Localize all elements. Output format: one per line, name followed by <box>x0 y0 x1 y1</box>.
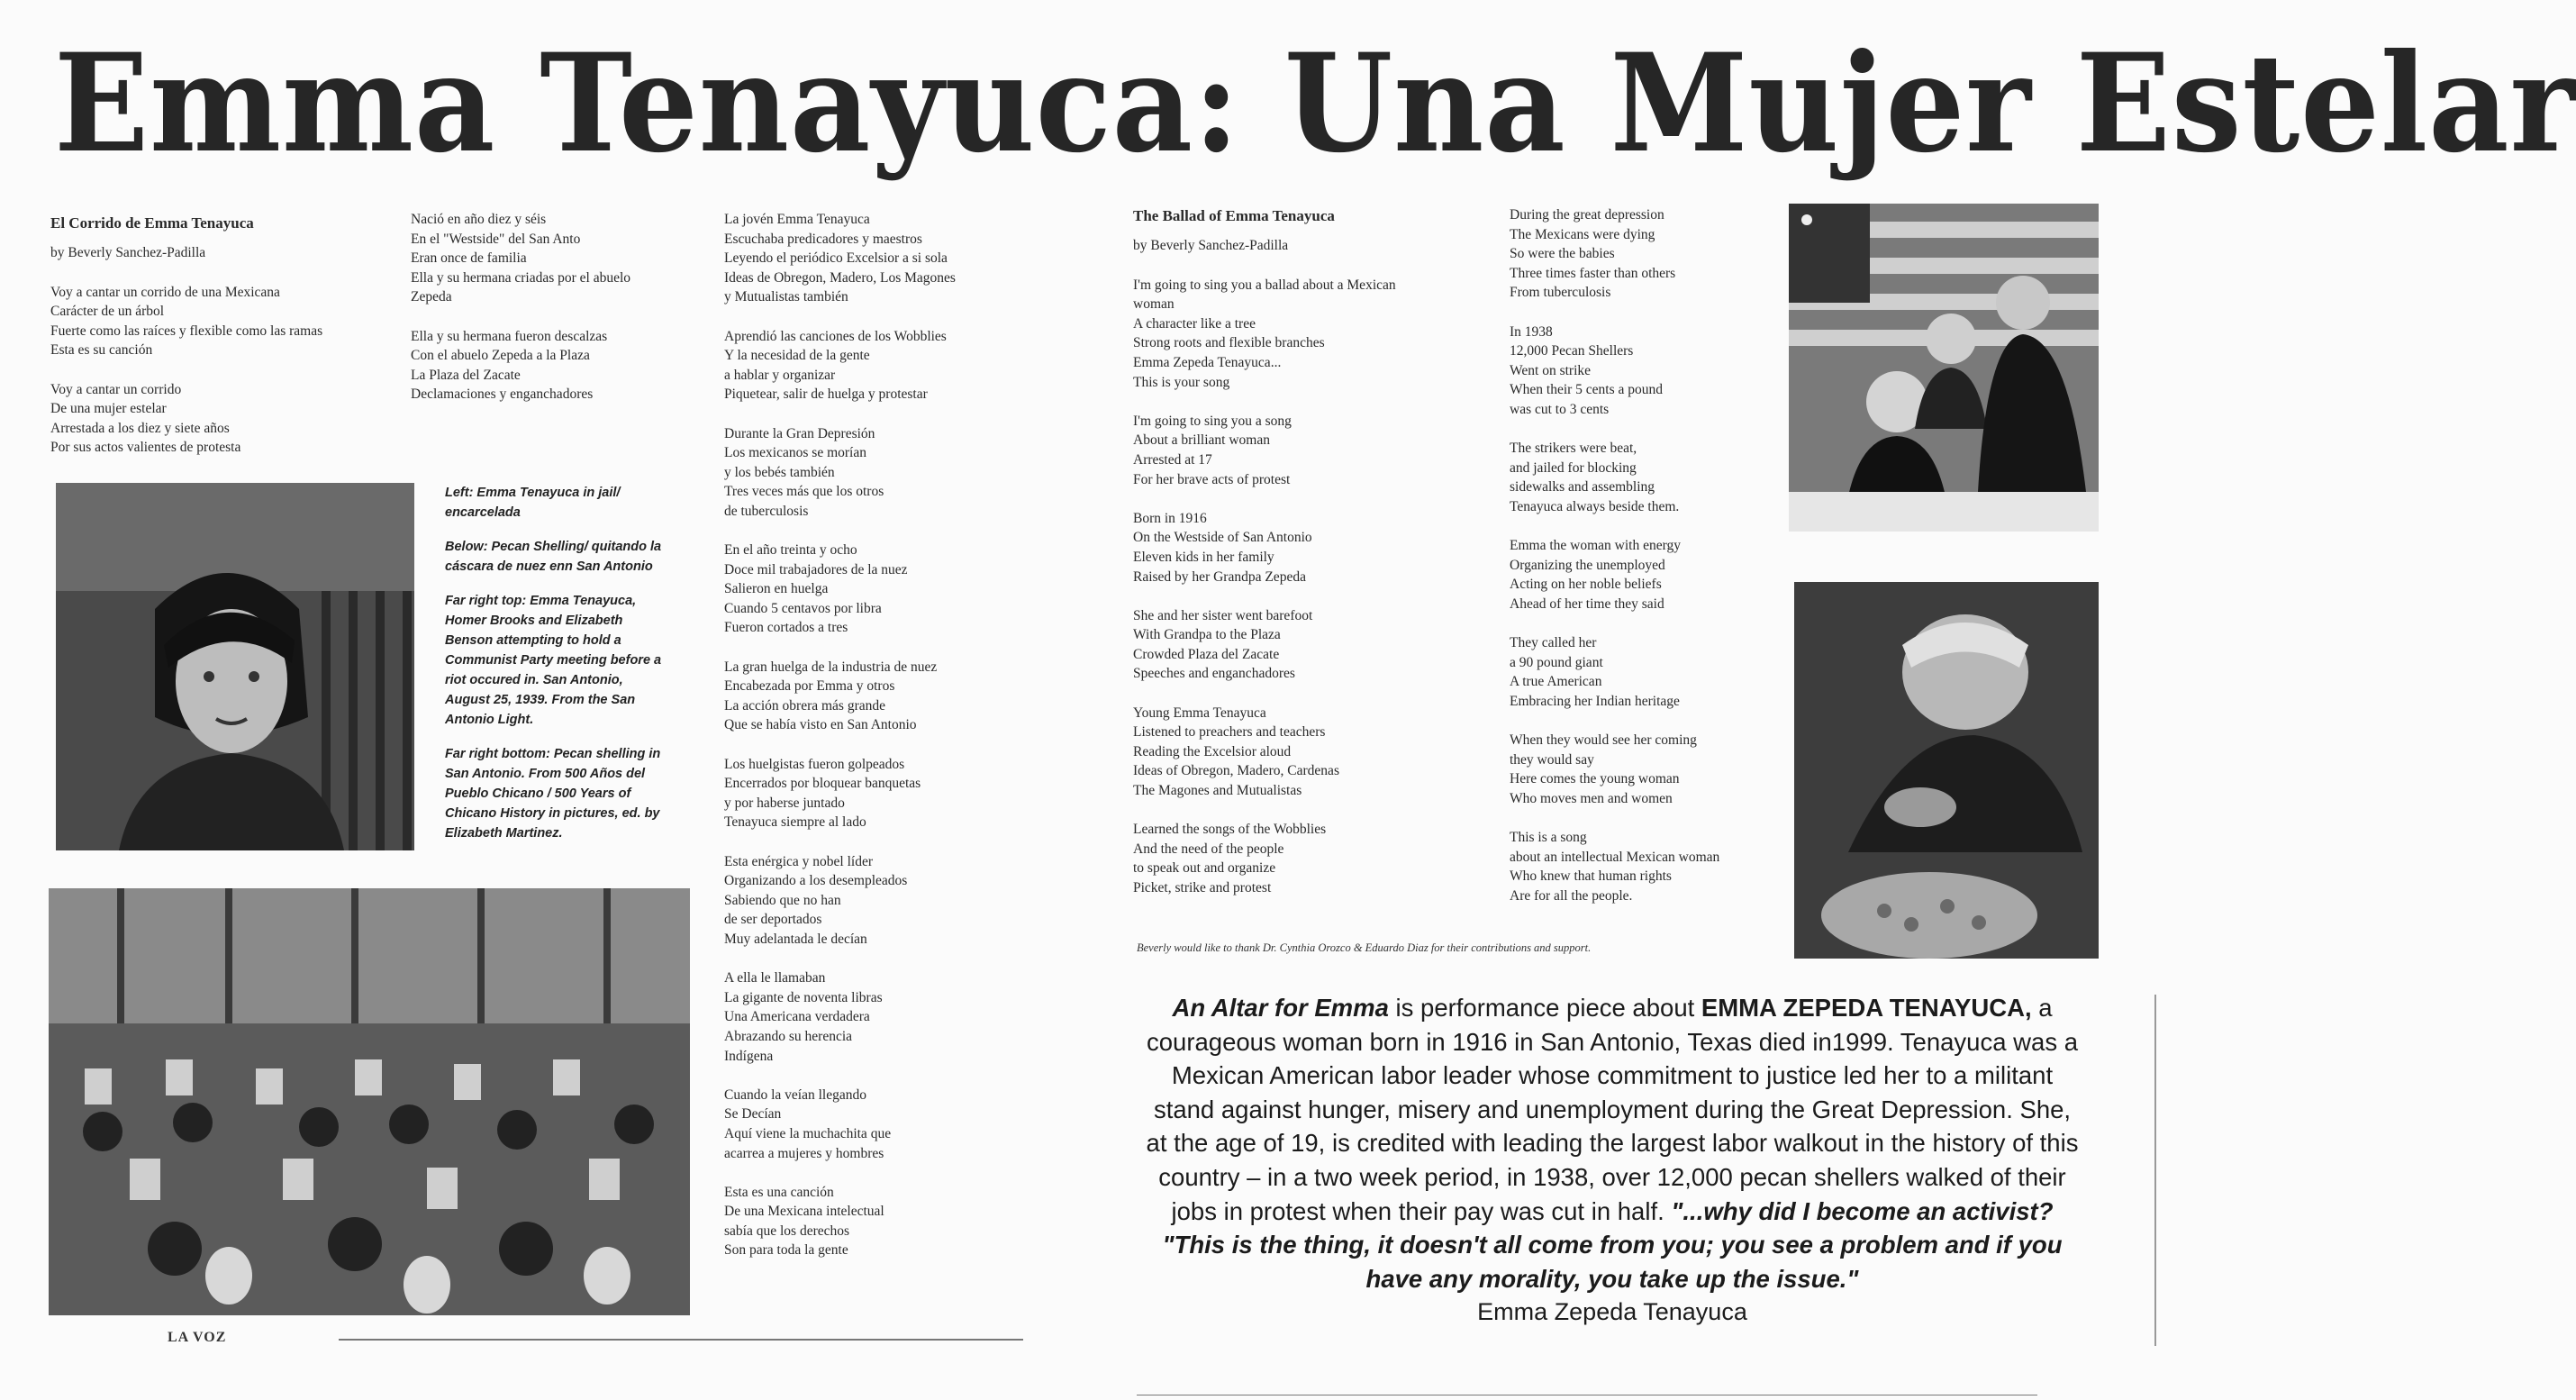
verse-line: Fueron cortados a tres <box>724 620 848 636</box>
jail-photo <box>56 483 414 850</box>
altar-description <box>1144 991 2081 1330</box>
verse-line: Listened to preachers and teachers <box>1133 724 1326 741</box>
verse-line: Cuando 5 centavos por libra <box>724 600 882 616</box>
verse-line: I'm going to sing you a ballad about a Mexican <box>1133 277 1396 293</box>
english-col-1 <box>1133 205 1457 917</box>
stanza <box>1510 536 1780 614</box>
spanish-col-1 <box>50 213 375 477</box>
altar-text-1: is performance piece about <box>1388 994 1701 1022</box>
verse-line: Cuando la veían llegando <box>724 1086 866 1103</box>
verse-line: This is a song <box>1510 830 1587 845</box>
verse-line: Young Emma Tenayuca <box>1133 705 1266 721</box>
stanza <box>1510 828 1780 905</box>
verse-line: Organizando a los desempleados <box>724 873 908 889</box>
verse-line: Voy a cantar un corrido de una Mexicana <box>50 284 280 300</box>
verse-line: de ser deportados <box>724 912 822 928</box>
verse-line: Son para toda la gente <box>724 1242 848 1259</box>
stanza <box>1510 439 1780 516</box>
thanks-note: Beverly would like to thank Dr. Cynthia Orozco & Eduardo Diaz for their contributions and support. <box>1137 941 1592 954</box>
verse-line: Acting on her noble beliefs <box>1510 577 1662 593</box>
stanzas <box>1133 276 1457 898</box>
verse-line: De una mujer estelar <box>50 401 167 417</box>
altar-subject-name: EMMA ZEPEDA TENAYUCA, <box>1701 994 2032 1022</box>
verse-line: She and her sister went barefoot <box>1133 607 1313 623</box>
stanza <box>1133 276 1457 393</box>
verse-line: With Grandpa to the Plaza <box>1133 627 1281 643</box>
photo-caption <box>445 483 670 858</box>
stanza <box>50 283 375 360</box>
verse-line: And the need of the people <box>1133 841 1284 857</box>
stanza <box>50 380 375 458</box>
verse-line: Leyendo el periódico Excelsior a si sola <box>724 250 948 267</box>
verse-line: Durante la Gran Depresión <box>724 425 875 441</box>
meeting-photo <box>1789 204 2099 532</box>
verse-line: Indígena <box>724 1048 774 1064</box>
verse-line: Emma Zepeda Tenayuca... <box>1133 354 1282 370</box>
verse-line: Tres veces más que los otros <box>724 484 884 500</box>
stanza <box>1510 205 1780 303</box>
verse-line: En el "Westside" del San Anto <box>411 231 581 247</box>
english-poem-title: The Ballad of Emma Tenayuca <box>1133 207 1335 224</box>
verse-line: The Mexicans were dying <box>1510 226 1655 242</box>
verse-line: y los bebés también <box>724 464 835 480</box>
spanish-byline: by Beverly Sanchez-Padilla <box>50 245 206 260</box>
verse-line: Nació en año diez y séis <box>411 212 547 227</box>
stanzas <box>724 210 1012 1260</box>
verse-line: Una Americana verdadera <box>724 1009 870 1025</box>
verse-line: y Mutualistas también <box>724 289 848 305</box>
verse-line: La gran huelga de la industria de nuez <box>724 659 938 675</box>
verse-line: Los huelgistas fueron golpeados <box>724 756 905 772</box>
verse-line: So were the babies <box>1510 246 1615 262</box>
caption-left: Left: Emma Tenayuca in jail/ encarcelada <box>445 486 621 520</box>
verse-line: a hablar y organizar <box>724 367 836 383</box>
verse-line: Esta enérgica y nobel líder <box>724 853 873 869</box>
stanza <box>1133 509 1457 586</box>
verse-line: Arrestada a los diez y siete años <box>50 420 230 436</box>
verse-line: Reading the Excelsior aloud <box>1133 743 1292 759</box>
verse-line: Tenayuca siempre al lado <box>724 814 866 831</box>
verse-line: Strong roots and flexible branches <box>1133 335 1325 351</box>
page-title: Emma Tenayuca: Una Mujer Estelar <box>54 24 2576 183</box>
stanza <box>724 1086 1012 1163</box>
caption-far-right-top: Far right top: Emma Tenayuca, Homer Brooks and Elizabeth Benson attempting to hold a Communist Party meeting before a riot occured in. San Antonio, August 25, 1939. From the San Antonio Light. <box>445 594 662 727</box>
verse-line: y por haberse juntado <box>724 795 845 811</box>
verse-line: During the great depression <box>1510 207 1664 223</box>
verse-line: A true American <box>1510 674 1602 690</box>
verse-line: Muy adelantada le decían <box>724 931 867 947</box>
verse-line: sabía que los derechos <box>724 1223 850 1239</box>
verse-line: Embracing her Indian heritage <box>1510 693 1680 709</box>
verse-line: Escuchaba predicadores y maestros <box>724 231 922 247</box>
verse-line: They called her <box>1510 635 1597 651</box>
verse-line: was cut to 3 cents <box>1510 401 1610 417</box>
verse-line: En el año treinta y ocho <box>724 542 857 559</box>
verse-line: Piquetear, salir de huelga y protestar <box>724 386 928 403</box>
verse-line: Fuerte como las raíces y flexible como las ramas <box>50 323 323 339</box>
verse-line: On the Westside of San Antonio <box>1133 530 1312 546</box>
altar-signature: Emma Zepeda Tenayuca <box>1477 1298 1747 1326</box>
stanzas <box>1510 205 1780 905</box>
caption-below: Below: Pecan Shelling/ quitando la cáscara de nuez enn San Antonio <box>445 540 662 574</box>
verse-line: Se Decían <box>724 1106 782 1123</box>
stanza <box>1133 820 1457 897</box>
verse-line: Went on strike <box>1510 362 1592 378</box>
verse-line: de tuberculosis <box>724 503 809 519</box>
verse-line: a 90 pound giant <box>1510 654 1603 670</box>
spanish-col-3 <box>724 210 1012 1280</box>
verse-line: Voy a cantar un corrido <box>50 381 182 397</box>
english-byline: by Beverly Sanchez-Padilla <box>1133 238 1289 253</box>
verse-line: to speak out and organize <box>1133 860 1276 877</box>
altar-quote: "...why did I become an activist? "This is the thing, it doesn't all come from you; you see a problem and if you have any morality, you take up the issue." <box>1162 1196 2063 1293</box>
english-col-2 <box>1510 205 1780 925</box>
verse-line: For her brave acts of protest <box>1133 471 1291 487</box>
verse-line: Encerrados por bloquear banquetas <box>724 776 921 792</box>
stanza <box>1133 704 1457 801</box>
verse-line: This is your song <box>1133 374 1230 390</box>
stanza <box>1510 323 1780 420</box>
verse-line: Carácter de un árbol <box>50 304 165 320</box>
stanza <box>1133 412 1457 489</box>
verse-line: Who moves men and women <box>1510 790 1673 806</box>
verse-line: Emma the woman with energy <box>1510 538 1681 554</box>
verse-line: Here comes the young woman <box>1510 771 1680 787</box>
stanza <box>724 541 1012 638</box>
stanza <box>724 968 1012 1066</box>
verse-line: Zepeda <box>411 289 452 305</box>
verse-line: From tuberculosis <box>1510 285 1611 301</box>
verse-line: and jailed for blocking <box>1510 459 1637 476</box>
verse-line: La Plaza del Zacate <box>411 367 521 383</box>
stanza <box>1510 633 1780 711</box>
verse-line: Born in 1916 <box>1133 510 1207 526</box>
verse-line: Organizing the unemployed <box>1510 557 1665 573</box>
verse-line: Learned the songs of the Wobblies <box>1133 822 1327 838</box>
verse-line: Doce mil trabajadores de la nuez <box>724 561 908 577</box>
verse-line: Three times faster than others <box>1510 265 1676 281</box>
stanza <box>411 210 672 307</box>
verse-line: Aprendió las canciones de los Wobblies <box>724 328 947 344</box>
verse-line: La acción obrera más grande <box>724 697 886 714</box>
stanza <box>724 424 1012 522</box>
verse-line: Are for all the people. <box>1510 887 1633 904</box>
verse-line: Salieron en huelga <box>724 581 829 597</box>
caption-far-right-bottom: Far right bottom: Pecan shelling in San Antonio. From 500 Años del Pueblo Chicano / 500 Years of Chicano History in pictures, ed. by Elizabeth Martinez. <box>445 747 661 841</box>
verse-line: Por sus actos valientes de protesta <box>50 440 241 456</box>
altar-right-rule <box>2154 995 2156 1346</box>
stanza <box>724 658 1012 735</box>
stanza <box>724 852 1012 950</box>
verse-line: The Magones and Mutualistas <box>1133 783 1302 799</box>
verse-line: Sabiendo que no han <box>724 892 841 908</box>
altar-title: An Altar for Emma <box>1172 994 1389 1022</box>
verse-line: About a brilliant woman <box>1133 432 1270 449</box>
verse-line: Picket, strike and protest <box>1133 880 1272 895</box>
verse-line: Los mexicanos se morían <box>724 445 866 461</box>
stanzas <box>411 210 672 405</box>
verse-line: Esta es su canción <box>50 342 153 359</box>
verse-line: Raised by her Grandpa Zepeda <box>1133 568 1306 585</box>
verse-line: The strikers were beat, <box>1510 441 1637 457</box>
stanza <box>1510 731 1780 808</box>
stanza <box>724 327 1012 405</box>
bottom-rule <box>339 1339 1023 1341</box>
verse-line: about an intellectual Mexican woman <box>1510 849 1720 865</box>
verse-line: When their 5 cents a pound <box>1510 382 1664 398</box>
verse-line: sidewalks and assembling <box>1510 479 1655 495</box>
verse-line: Who knew that human rights <box>1510 868 1672 885</box>
verse-line: Arrested at 17 <box>1133 451 1212 468</box>
verse-line: Ahead of her time they said <box>1510 595 1664 612</box>
verse-line: 12,000 Pecan Shellers <box>1510 343 1634 359</box>
verse-line: La jovén Emma Tenayuca <box>724 212 870 227</box>
verse-line: Ella y su hermana fueron descalzas <box>411 328 608 344</box>
verse-line: Tenayuca always beside them. <box>1510 498 1680 514</box>
verse-line: Eran once de familia <box>411 250 527 267</box>
spanish-poem-title: El Corrido de Emma Tenayuca <box>50 214 254 232</box>
verse-line: When they would see her coming <box>1510 732 1697 749</box>
verse-line: acarrea a mujeres y hombres <box>724 1145 884 1161</box>
verse-line: Ideas of Obregon, Madero, Cardenas <box>1133 763 1339 779</box>
verse-line: they would say <box>1510 751 1594 768</box>
verse-line: Speeches and enganchadores <box>1133 666 1295 682</box>
verse-line: Declamaciones y enganchadores <box>411 386 594 403</box>
verse-line: La gigante de noventa libras <box>724 989 883 1005</box>
verse-line: Que se había visto en San Antonio <box>724 717 917 733</box>
stanza <box>411 327 672 405</box>
verse-line: A ella le llamaban <box>724 970 826 986</box>
verse-line: De una Mexicana intelectual <box>724 1204 884 1220</box>
verse-line: Eleven kids in her family <box>1133 549 1274 565</box>
verse-line: Abrazando su herencia <box>724 1028 853 1044</box>
stanzas <box>50 283 375 458</box>
verse-line: Crowded Plaza del Zacate <box>1133 646 1280 662</box>
pecan-shelling-photo <box>49 888 690 1315</box>
spanish-col-2 <box>411 210 672 424</box>
altar-text-2: a courageous woman born in 1916 in San Antonio, Texas died in1999. Tenayuca was a Mexican American labor leader whose commitment to justice led her to a militant stand against hunger, misery and unemployment during the Great Depression. She, at the age of 19, is credited with leading the largest labor walkout in the history of this country – in a two week period, in 1938, over 12,000 pecan shellers walked of their jobs in protest when their pay was cut in half. <box>1146 994 2079 1225</box>
stanza <box>724 755 1012 832</box>
verse-line: A character like a tree <box>1133 315 1256 332</box>
verse-line: Ideas de Obregon, Madero, Los Magones <box>724 269 956 286</box>
verse-line: Encabezada por Emma y otros <box>724 678 895 695</box>
stanza <box>1133 606 1457 684</box>
verse-line: Esta es una canción <box>724 1184 834 1200</box>
verse-line: Aquí viene la muchachita que <box>724 1125 892 1141</box>
verse-line: woman <box>1133 296 1175 313</box>
shelling-photo <box>1794 582 2099 959</box>
verse-line: I'm going to sing you a song <box>1133 413 1292 429</box>
verse-line: Ella y su hermana criadas por el abuelo <box>411 269 631 286</box>
stanza <box>724 1183 1012 1260</box>
verse-line: Y la necesidad de la gente <box>724 348 870 364</box>
verse-line: Con el abuelo Zepeda a la Plaza <box>411 348 590 364</box>
footer-label: LA VOZ <box>168 1330 227 1345</box>
verse-line: In 1938 <box>1510 323 1553 340</box>
stanza <box>724 210 1012 307</box>
